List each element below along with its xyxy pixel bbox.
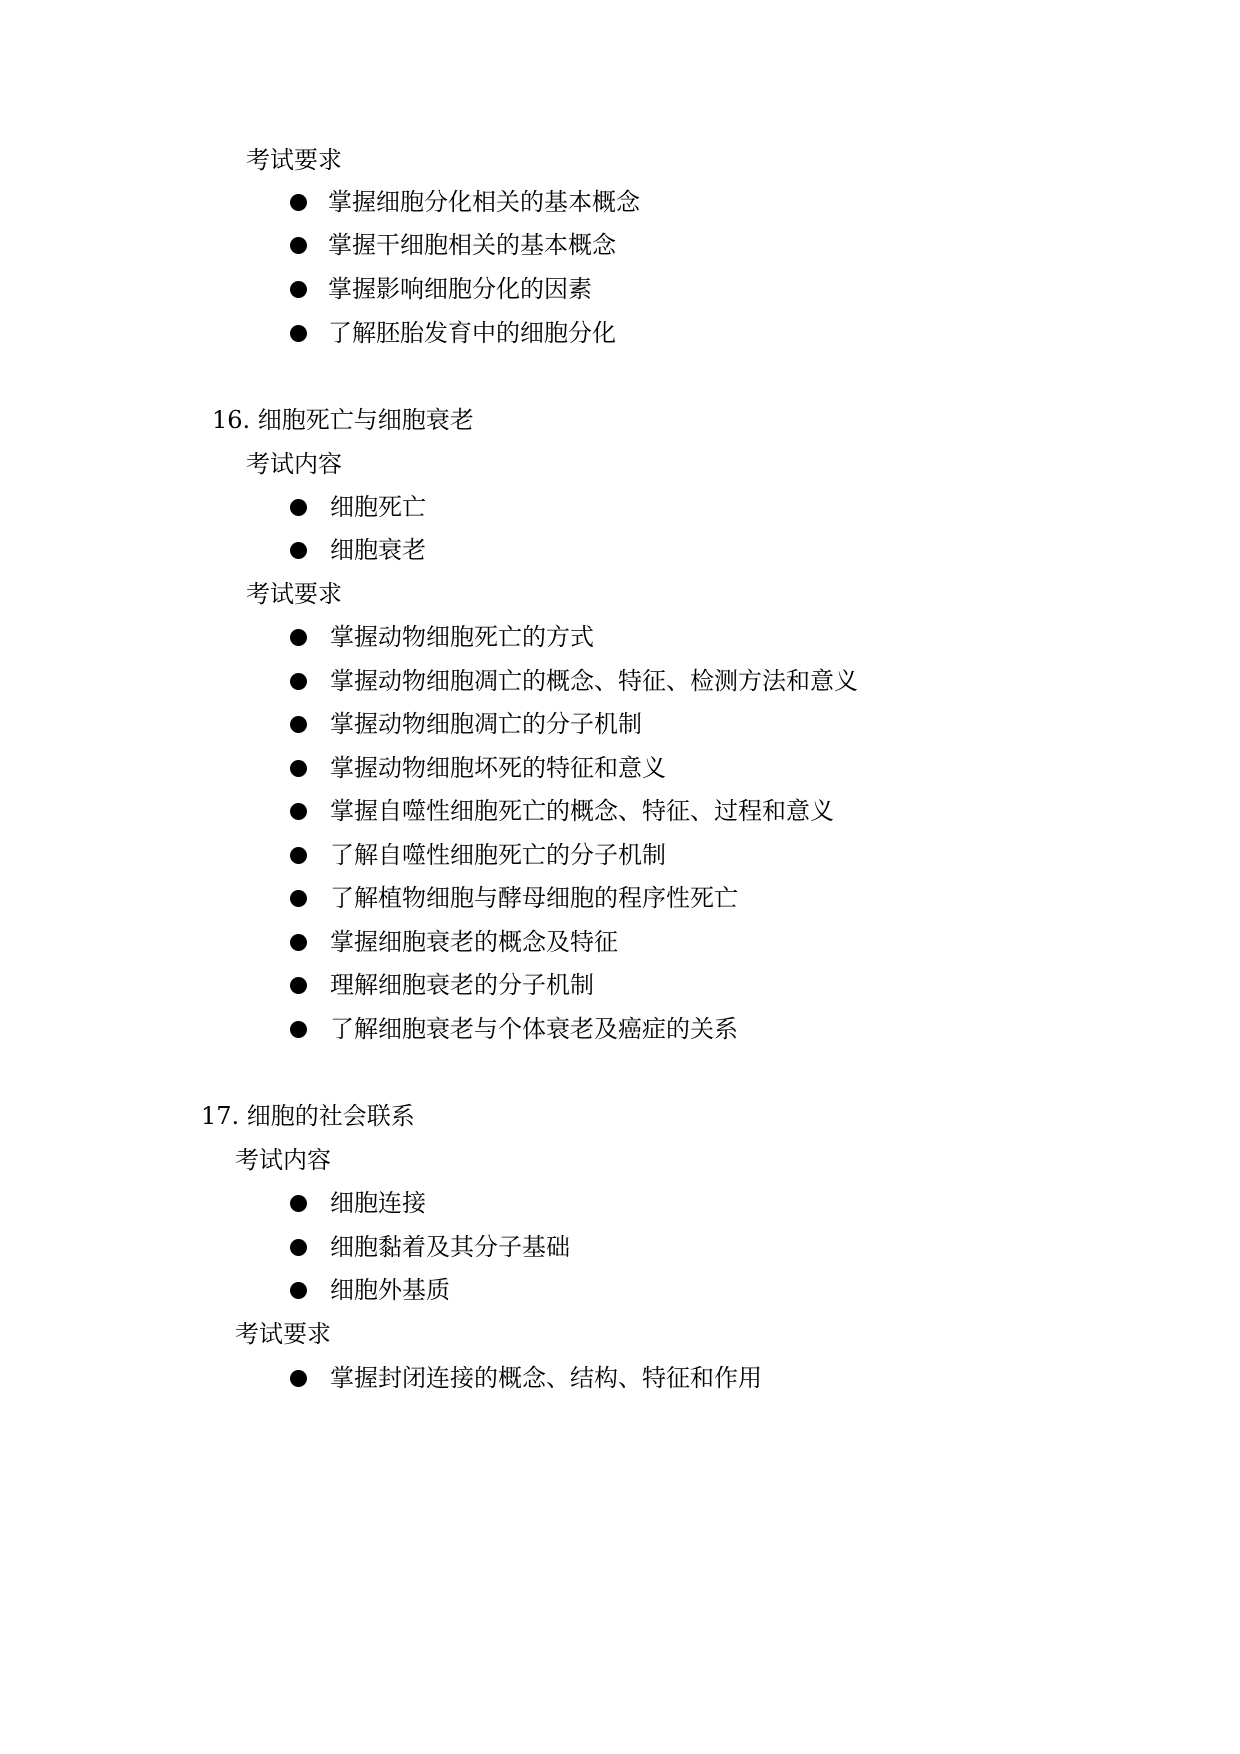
section-title: 17. 细胞的社会联系 xyxy=(201,1102,415,1130)
content-heading: 考试内容 xyxy=(235,1146,331,1174)
bullet-icon xyxy=(290,803,307,820)
bullet-icon xyxy=(290,194,307,211)
list-item-text: 掌握动物细胞死亡的方式 xyxy=(330,623,594,651)
list-item-text: 了解植物细胞与酵母细胞的程序性死亡 xyxy=(330,884,738,912)
list-item-text: 掌握干细胞相关的基本概念 xyxy=(328,231,616,259)
bullet-icon xyxy=(290,934,307,951)
bullet-icon xyxy=(290,237,307,254)
list-item-text: 掌握动物细胞凋亡的概念、特征、检测方法和意义 xyxy=(330,667,858,695)
bullet-icon xyxy=(290,542,307,559)
bullet-icon xyxy=(290,1370,307,1387)
bullet-icon xyxy=(290,281,307,298)
bullet-icon xyxy=(290,977,307,994)
list-item-text: 细胞死亡 xyxy=(330,493,426,521)
bullet-icon xyxy=(290,673,307,690)
bullet-icon xyxy=(290,1282,307,1299)
list-item-text: 掌握动物细胞凋亡的分子机制 xyxy=(330,710,642,738)
bullet-icon xyxy=(290,760,307,777)
list-item-text: 掌握动物细胞坏死的特征和意义 xyxy=(330,754,666,782)
list-item-text: 掌握自噬性细胞死亡的概念、特征、过程和意义 xyxy=(330,797,834,825)
bullet-icon xyxy=(290,325,307,342)
list-item-text: 细胞衰老 xyxy=(330,536,426,564)
list-item-text: 细胞外基质 xyxy=(330,1276,450,1304)
bullet-icon xyxy=(290,847,307,864)
bullet-icon xyxy=(290,629,307,646)
bullet-icon xyxy=(290,1021,307,1038)
list-item-text: 掌握细胞衰老的概念及特征 xyxy=(330,928,618,956)
list-item-text: 掌握影响细胞分化的因素 xyxy=(328,275,592,303)
bullet-icon xyxy=(290,1239,307,1256)
requirements-heading: 考试要求 xyxy=(246,580,342,608)
section-title: 16. 细胞死亡与细胞衰老 xyxy=(212,406,474,434)
requirements-heading: 考试要求 xyxy=(246,146,342,174)
bullet-icon xyxy=(290,716,307,733)
list-item-text: 了解胚胎发育中的细胞分化 xyxy=(328,319,616,347)
list-item-text: 细胞黏着及其分子基础 xyxy=(330,1233,570,1261)
bullet-icon xyxy=(290,499,307,516)
bullet-icon xyxy=(290,1195,307,1212)
bullet-icon xyxy=(290,890,307,907)
requirements-heading: 考试要求 xyxy=(235,1320,331,1348)
list-item-text: 了解自噬性细胞死亡的分子机制 xyxy=(330,841,666,869)
content-heading: 考试内容 xyxy=(246,450,342,478)
list-item-text: 细胞连接 xyxy=(330,1189,426,1217)
list-item-text: 掌握封闭连接的概念、结构、特征和作用 xyxy=(330,1364,762,1392)
list-item-text: 了解细胞衰老与个体衰老及癌症的关系 xyxy=(330,1015,738,1043)
list-item-text: 理解细胞衰老的分子机制 xyxy=(330,971,594,999)
list-item-text: 掌握细胞分化相关的基本概念 xyxy=(328,188,640,216)
